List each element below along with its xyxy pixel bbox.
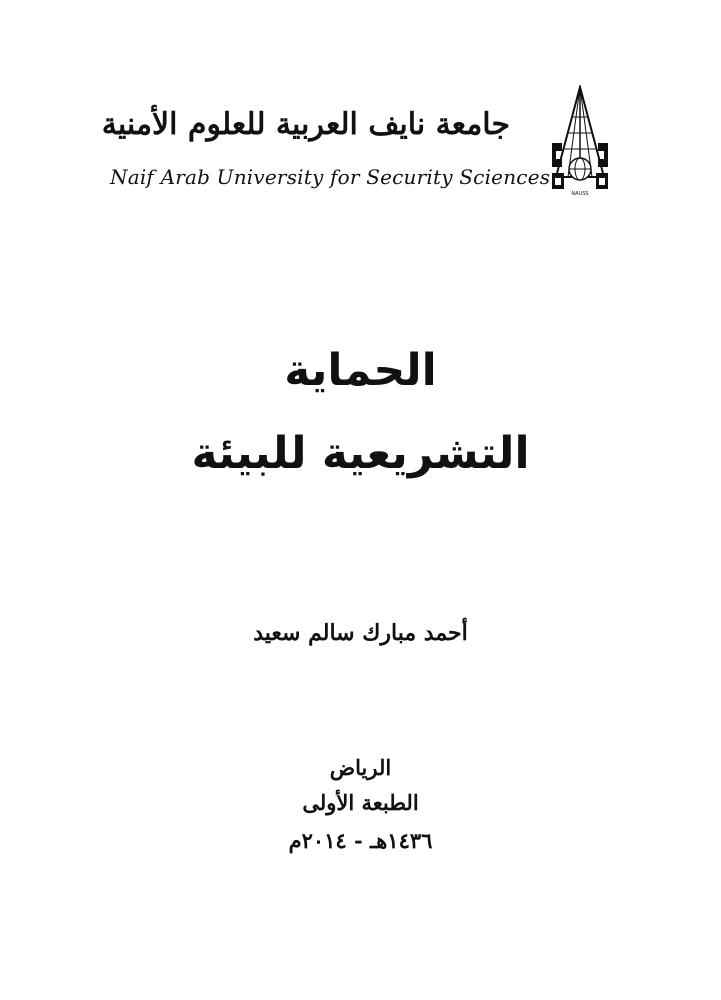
publication-city: الرياض (329, 755, 392, 780)
book-title-line-1: الحماية (284, 345, 437, 396)
book-title-line-2: التشريعية للبيئة (191, 428, 530, 479)
university-name-english: Naif Arab University for Security Sciences (110, 165, 551, 189)
university-name-arabic: جامعة نايف العربية للعلوم الأمنية (101, 107, 510, 142)
author-name: أحمد مبارك سالم سعيد (253, 620, 468, 646)
edition-label: الطبعة الأولى (302, 790, 419, 815)
naif-university-logo-icon (550, 85, 610, 197)
publisher-header (101, 85, 610, 200)
publication-date: ١٤٣٦هـ - ٢٠١٤م (288, 828, 433, 853)
logo-caption: NAUSS (571, 191, 589, 197)
